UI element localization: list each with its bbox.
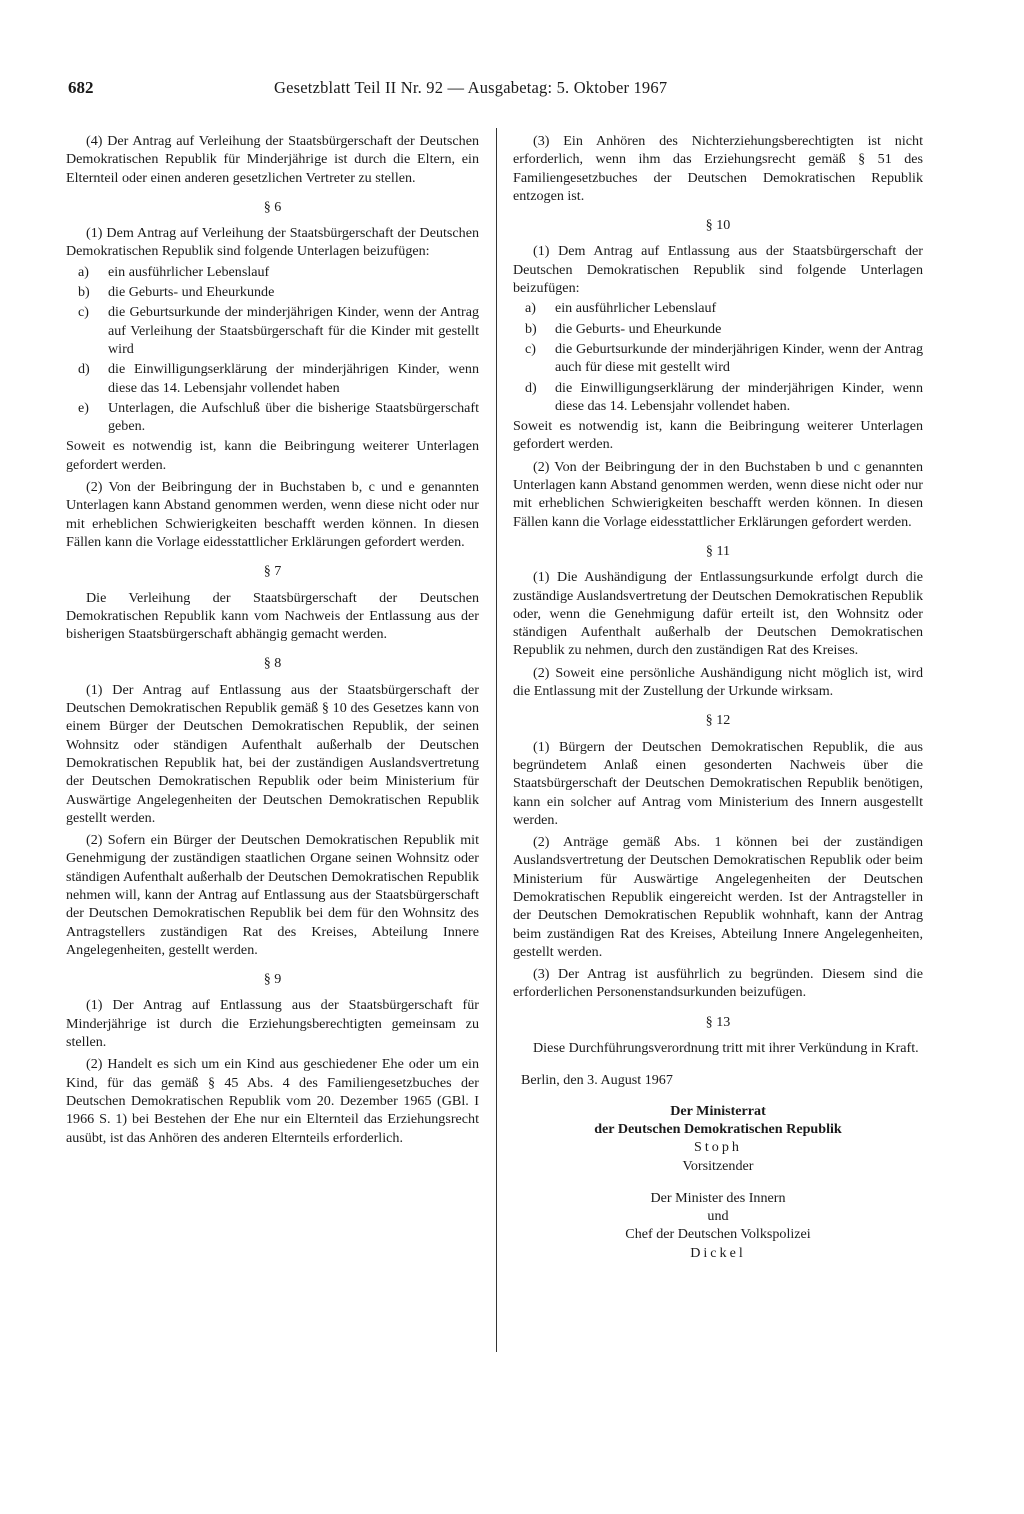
header-title: Gesetzblatt Teil II Nr. 92 — Ausgabetag: 5. Oktober 1967 — [274, 78, 668, 97]
list-item-text: die Einwilligungserklärung der minderjährigen Kinder, wenn diese das 14. Lebensjahr vollendet haben — [108, 361, 479, 396]
document-list-10 — [513, 299, 923, 415]
list-marker: a) — [525, 300, 536, 317]
paragraph-11-2: (2) Soweit eine persönliche Aushändigung nicht möglich ist, wird die Entlassung mit der Zustellung der Urkunde wirksam. — [513, 664, 923, 700]
list-marker: a) — [78, 263, 89, 280]
column-divider — [496, 128, 497, 1352]
list-marker: b) — [78, 284, 90, 301]
list-marker: d) — [78, 361, 90, 378]
list-marker: d) — [525, 379, 537, 396]
list-item-text: die Geburts- und Eheurkunde — [108, 284, 275, 301]
signatory-name: Dickel — [690, 1244, 746, 1261]
list-item — [513, 340, 923, 377]
list-item-text: Unterlagen, die Aufschluß über die bisherige Staatsbürgerschaft geben. — [108, 399, 479, 435]
paragraph-13-1: Diese Durchführungsverordnung tritt mit ihrer Verkündung in Kraft. — [533, 1040, 919, 1057]
paragraph-6-1: (1) Dem Antrag auf Verleihung der Staatsbürgerschaft der Deutschen Demokratischen Republik sind folgende Unterlagen beizufügen: — [66, 225, 479, 260]
section-heading-10: § 10 — [705, 217, 731, 234]
list-item-text: die Geburtsurkunde der minderjährigen Kinder, wenn der Antrag auf Verleihung der Staatsbürgerschaft für die Kinder mit gestellt wird — [108, 304, 479, 357]
section-heading-11: § 11 — [705, 542, 731, 559]
list-marker: e) — [78, 399, 89, 416]
list-item — [513, 320, 923, 338]
paragraph-5-4: (4) Der Antrag auf Verleihung der Staatsbürgerschaft der Deutschen Demokratischen Republik für Minderjährige ist durch die Eltern, ein Elternteil oder einen anderen gesetzlichen Vertreter zu stellen. — [66, 133, 479, 186]
list-item — [66, 303, 479, 358]
list-item — [66, 360, 479, 397]
list-item — [66, 399, 479, 436]
right-column — [513, 132, 923, 1262]
section-heading-7: § 7 — [263, 563, 282, 580]
left-column — [66, 132, 479, 1147]
paragraph-11-1: (1) Die Aushändigung der Entlassungsurkunde erfolgt durch die zuständige Auslandsvertretung der Deutschen Demokratischen Republik oder, wenn die Genehmigung dafür erteilt ist, den Wohnsitz oder ständigen Aufenthalt außerhalb der Deutschen Demokratischen Republik zu nehmen, durch den zuständigen Rat des Kreises. — [513, 569, 923, 659]
signature-body-line: Der Ministerrat — [670, 1102, 766, 1119]
section-heading-8: § 8 — [263, 655, 282, 672]
list-item — [513, 299, 923, 317]
minister-title-line: Chef der Deutschen Volkspolizei — [625, 1226, 811, 1243]
signature-block — [513, 1102, 923, 1262]
paragraph-10-after-list: Soweit es notwendig ist, kann die Beibringung weiterer Unterlagen gefordert werden. — [513, 418, 923, 453]
dateline: Berlin, den 3. August 1967 — [521, 1072, 673, 1089]
paragraph-8-2: (2) Sofern ein Bürger der Deutschen Demokratischen Republik mit Genehmigung der zuständigen staatlichen Organe seinen Wohnsitz oder ständigen Aufenthalt außerhalb der Deutschen Demokratischen Republik nehmen will, kann der Antrag auf Entlassung aus der Staatsbürgerschaft der Deutschen Demokratischen Republik bei dem für den Wohnsitz des Antragstellers zuständigen Rat des Kreises, Abteilung Innere Angelegenheiten, gestellt werden. — [66, 832, 479, 958]
paragraph-8-1: (1) Der Antrag auf Entlassung aus der Staatsbürgerschaft der Deutschen Demokratischen Republik gemäß § 10 des Gesetzes kann von einem Bürger der Deutschen Demokratischen Republik, der seinen Wohnsitz oder ständigen Aufenthalt außerhalb der Deutschen Demokratischen Republik hat, bei der zuständigen Auslandsvertretung der Deutschen Demokratischen Republik oder beim Ministerium für Auswärtige Angelegenheiten der Deutschen Demokratischen Republik gestellt werden. — [66, 681, 479, 826]
list-item — [513, 379, 923, 416]
signature-body-line: der Deutschen Demokratischen Republik — [594, 1120, 842, 1137]
paragraph-12-1: (1) Bürgern der Deutschen Demokratischen Republik, die aus begründetem Anlaß einen gesonderten Nachweis über die Staatsbürgerschaft der Deutschen Demokratischen Republik benötigen, kann ein solcher auf Antrag vom Ministerium des Innern ausgestellt werden. — [513, 738, 923, 828]
document-list-6 — [66, 263, 479, 436]
paragraph-9-1: (1) Der Antrag auf Entlassung aus der Staatsbürgerschaft für Minderjährige ist durch die Erziehungsberechtigten gemeinsam zu stellen. — [66, 997, 479, 1051]
paragraph-6-2: (2) Von der Beibringung der in Buchstaben b, c und e genannten Unterlagen kann Abstand genommen werden, wenn diese nicht oder nur mit erheblichen Schwierigkeiten beschafft werden können. In diesen Fällen kann die Vorlage eidesstattlicher Erklärungen gefordert werden. — [66, 479, 479, 550]
list-item — [66, 263, 479, 281]
list-item-text: ein ausführlicher Lebenslauf — [108, 263, 270, 280]
list-item-text: ein ausführlicher Lebenslauf — [555, 300, 717, 317]
list-item-text: die Einwilligungserklärung der minderjährigen Kinder, wenn diese das 14. Lebensjahr vollendet haben. — [555, 379, 923, 414]
section-heading-6: § 6 — [263, 198, 282, 215]
list-item-text: die Geburts- und Eheurkunde — [555, 320, 722, 337]
minister-title-line: und — [707, 1208, 729, 1225]
paragraph-12-3: (3) Der Antrag ist ausführlich zu begründen. Diesem sind die erforderlichen Personenstandsurkunden beizufügen. — [513, 966, 923, 1001]
paragraph-9-2: (2) Handelt es sich um ein Kind aus geschiedener Ehe oder um ein Kind, für das gemäß § 45 Abs. 4 des Familiengesetzbuches der Deutschen Demokratischen Republik vom 20. Dezember 1965 (GBl. I 1966 S. 1) bei Bestehen der Ehe nur ein Elternteil das Erziehungsrecht ausübt, ist das Anhören des anderen Elternteils erforderlich. — [66, 1056, 479, 1146]
signatory-role: Vorsitzender — [682, 1157, 754, 1174]
list-item-text: die Geburtsurkunde der minderjährigen Kinder, wenn der Antrag auch für diese mit gestellt wird — [555, 340, 923, 376]
section-heading-13: § 13 — [705, 1013, 731, 1030]
paragraph-10-1: (1) Dem Antrag auf Entlassung aus der Staatsbürgerschaft der Deutschen Demokratischen Republik sind folgende Unterlagen beizufügen: — [513, 243, 923, 297]
list-marker: c) — [78, 304, 89, 321]
paragraph-12-2: (2) Anträge gemäß Abs. 1 können bei der zuständigen Auslandsvertretung der Deutschen Demokratischen Republik oder beim Ministerium für Auswärtige Angelegenheiten der Deutschen Demokratischen Republik eingereicht werden. Ist der Antragsteller in der Deutschen Demokratischen Republik wohnhaft, kann der Antrag beim zuständigen Rat des Kreises, Abteilung Innere Angelegenheiten, gestellt werden. — [513, 834, 923, 960]
signatory-name: Stoph — [694, 1139, 742, 1156]
list-marker: c) — [525, 340, 536, 357]
minister-title-line: Der Minister des Innern — [650, 1189, 786, 1206]
paragraph-9-3: (3) Ein Anhören des Nichterziehungsberechtigten ist nicht erforderlich, wenn ihm das Erziehungsrecht gemäß § 51 des Familiengesetzbuches der Deutschen Demokratischen Republik entzogen ist. — [513, 133, 923, 204]
section-heading-12: § 12 — [705, 712, 731, 729]
page-header — [68, 78, 928, 102]
list-marker: b) — [525, 320, 537, 337]
page-number: 682 — [68, 78, 94, 97]
section-heading-9: § 9 — [263, 971, 282, 988]
paragraph-10-2: (2) Von der Beibringung der in den Buchstaben b und c genannten Unterlagen kann Abstand genommen werden, wenn diese nicht oder nur mit erheblichen Schwierigkeiten beschafft werden können. In diesen Fällen kann die Vorlage eidesstattlicher Erklärungen gefordert werden. — [513, 458, 923, 530]
list-item — [66, 283, 479, 301]
paragraph-6-after-list: Soweit es notwendig ist, kann die Beibringung weiterer Unterlagen gefordert werden. — [66, 438, 479, 473]
paragraph-7-1: Die Verleihung der Staatsbürgerschaft der Deutschen Demokratischen Republik kann vom Nachweis der Entlassung aus der bisherigen Staatsbürgerschaft abhängig gemacht werden. — [66, 589, 479, 643]
